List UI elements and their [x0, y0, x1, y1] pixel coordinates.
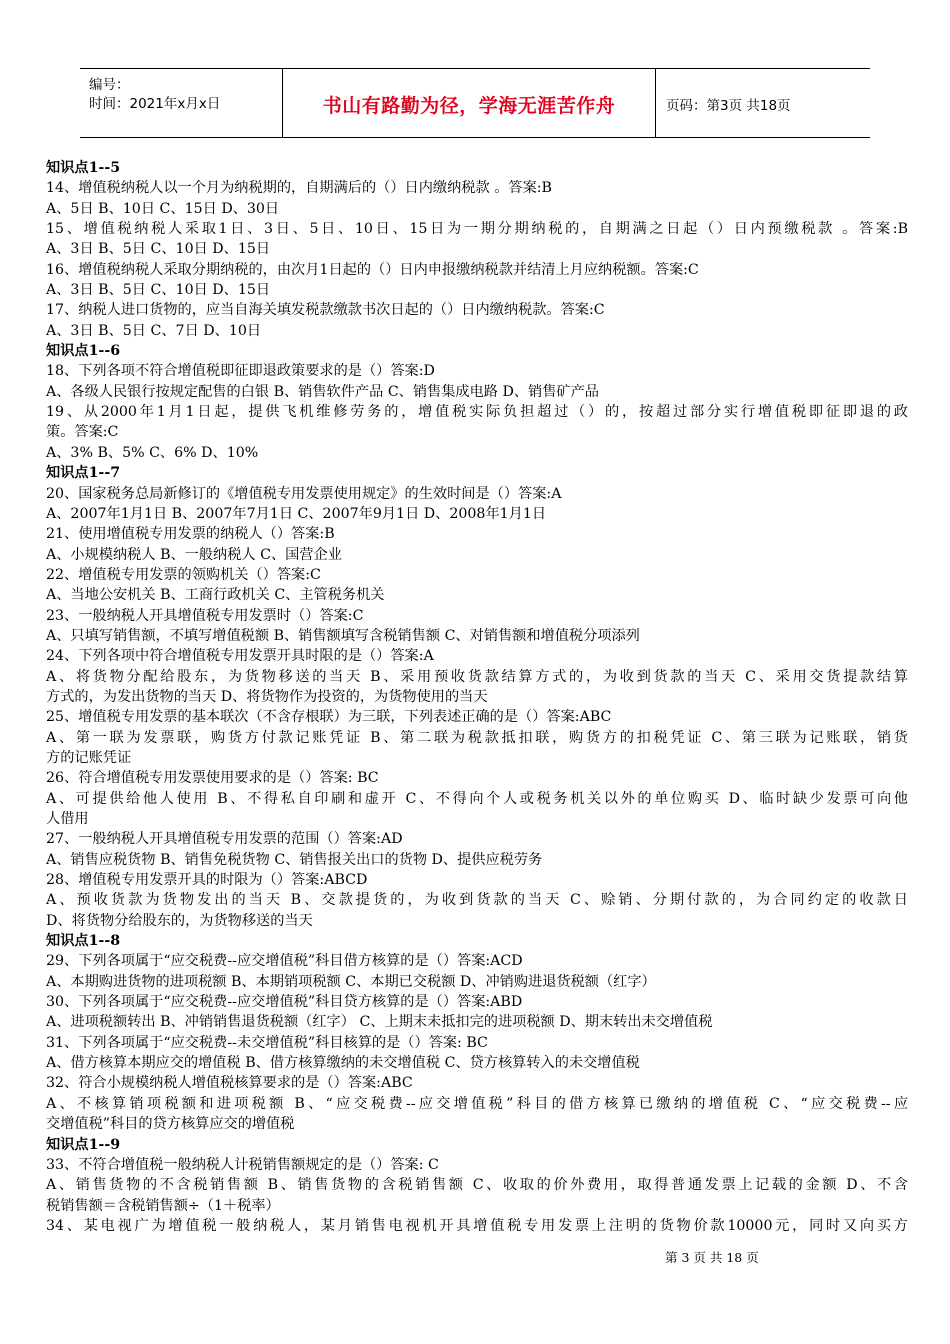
header-page-cell	[656, 69, 870, 137]
text-line: 19、从2000年1月1日起，提供飞机维修劳务的，增值税实际负担超过（）的，按超过部分实行增值税即征即退的政	[46, 404, 908, 421]
section-heading: 知识点1--9	[46, 1136, 121, 1153]
text-line: A、本期购进货物的进项税额 B、本期销项税额 C、本期已交税额 D、冲销购进退货税额（红字）	[46, 973, 656, 990]
text-line: 25、增值税专用发票的基本联次（不含存根联）为三联，下列表述正确的是（）答案:ABC	[46, 709, 612, 726]
text-line: 32、符合小规模纳税人增值税核算要求的是（）答案:ABC	[46, 1075, 413, 1092]
text-line: A、不核算销项税额和进项税额 B、“应交税费--应交增值税”科目的借方核算已缴纳的增值税 C、“应交税费--应	[46, 1095, 908, 1112]
text-line: A、2007年1月1日 B、2007年7月1日 C、2007年9月1日 D、2008年1月1日	[46, 505, 547, 522]
text-line: A、预收货款为货物发出的当天 B、交款提货的，为收到货款的当天 C、赊销、分期付款的，为合同约定的收款日	[46, 892, 908, 909]
text-line: 33、不符合增值税一般纳税人计税销售额规定的是（）答案: C	[46, 1156, 439, 1173]
document-time-label: 时间：2021年x月x日	[89, 96, 221, 112]
text-line: A、小规模纳税人 B、一般纳税人 C、国营企业	[46, 546, 342, 563]
page-header	[80, 68, 870, 138]
text-line: A、3日 B、5日 C、7日 D、10日	[46, 322, 262, 339]
text-line: 23、一般纳税人开具增值税专用发票时（）答案:C	[46, 607, 364, 624]
text-line: A、3日 B、5日 C、10日 D、15日	[46, 241, 271, 258]
text-line: 税销售额＝含税销售额÷（1＋税率）	[46, 1197, 280, 1214]
text-line: A、进项税额转出 B、冲销销售退货税额（红字） C、上期末未抵扣完的进项税额 D、期末转出未交增值税	[46, 1014, 713, 1031]
text-line: D、将货物分给股东的，为货物移送的当天	[46, 912, 313, 929]
text-line: A、各级人民银行按规定配售的白银 B、销售软件产品 C、销售集成电路 D、销售矿产品	[46, 383, 599, 400]
text-line: A、3% B、5% C、6% D、10%	[46, 444, 259, 461]
text-line: 21、使用增值税专用发票的纳税人（）答案:B	[46, 526, 335, 543]
text-line: 18、下列各项不符合增值税即征即退政策要求的是（）答案:D	[46, 363, 435, 380]
text-line: 22、增值税专用发票的领购机关（）答案:C	[46, 566, 321, 583]
text-line: 28、增值税专用发票开具的时限为（）答案:ABCD	[46, 872, 368, 889]
text-line: 交增值税”科目的贷方核算应交的增值税	[46, 1116, 295, 1133]
document-body	[46, 158, 908, 1236]
text-line: A、第一联为发票联，购货方付款记账凭证 B、第二联为税款抵扣联，购货方的扣税凭证 C、第三联为记账联，销货	[46, 729, 908, 746]
text-line: 34、某电视广为增值税一般纳税人，某月销售电视机开具增值税专用发票上注明的货物价款10000元，同时又向买方	[46, 1217, 908, 1234]
text-line: 27、一般纳税人开具增值税专用发票的范围（）答案:AD	[46, 831, 403, 848]
text-line: 方的记账凭证	[46, 749, 132, 766]
document-number-label: 编号：	[89, 77, 130, 93]
header-motto-cell	[283, 69, 656, 137]
text-line: 24、下列各项中符合增值税专用发票开具时限的是（）答案:A	[46, 648, 434, 665]
text-line: A、销售应税货物 B、销售免税货物 C、销售报关出口的货物 D、提供应税劳务	[46, 851, 543, 868]
text-line: 15、增值税纳税人采取1日、3日、5日、10日、15日为一期分期纳税的，自期满之日起（）日内预缴税款 。答案:B	[46, 221, 908, 238]
text-line: 策。答案:C	[46, 424, 119, 441]
header-meta-cell	[80, 69, 283, 137]
text-line: 29、下列各项属于“应交税费--应交增值税”科目借方核算的是（）答案:ACD	[46, 953, 523, 970]
text-line: 31、下列各项属于“应交税费--未交增值税”科目核算的是（）答案: BC	[46, 1034, 488, 1051]
section-heading: 知识点1--7	[46, 465, 121, 482]
text-line: 17、纳税人进口货物的，应当自海关填发税款缴款书次日起的（）日内缴纳税款。答案:C	[46, 302, 605, 319]
text-line: A、3日 B、5日 C、10日 D、15日	[46, 282, 271, 299]
text-line: 人借用	[46, 811, 89, 827]
text-line: A、5日 B、10日 C、15日 D、30日	[46, 200, 280, 217]
section-heading: 知识点1--6	[46, 343, 121, 360]
page-footer: 第 3 页 共 18 页	[665, 1250, 759, 1265]
text-line: 14、增值税纳税人以一个月为纳税期的，自期满后的（）日内缴纳税款 。答案:B	[46, 180, 552, 197]
text-line: A、可提供给他人使用 B、不得私自印刷和虚开 C、不得向个人或税务机关以外的单位购买 D、临时缺少发票可向他	[46, 790, 908, 807]
text-line: 30、下列各项属于“应交税费--应交增值税”科目贷方核算的是（）答案:ABD	[46, 994, 523, 1011]
text-line: 16、增值税纳税人采取分期纳税的，由次月1日起的（）日内申报缴纳税款并结清上月应纳税额。答案:C	[46, 261, 699, 278]
header-motto: 书山有路勤为径，学海无涯苦作舟	[322, 95, 616, 117]
text-line: A、销售货物的不含税销售额 B、销售货物的含税销售额 C、收取的价外费用，取得普通发票上记载的金额 D、不含	[46, 1177, 908, 1194]
text-line: A、将货物分配给股东，为货物移送的当天 B、采用预收货款结算方式的，为收到货款的当天 C、采用交货提款结算	[46, 668, 908, 685]
text-line: 20、国家税务总局新修订的《增值税专用发票使用规定》的生效时间是（）答案:A	[46, 485, 562, 502]
section-heading: 知识点1--8	[46, 933, 121, 950]
text-line: A、只填写销售额，不填写增值税额 B、销售额填写含税销售额 C、对销售额和增值税分项添列	[46, 627, 640, 644]
header-page-info: 页码：第3页 共18页	[666, 98, 791, 114]
text-line: A、借方核算本期应交的增值税 B、借方核算缴纳的未交增值税 C、贷方核算转入的未交增值税	[46, 1055, 640, 1072]
text-line: A、当地公安机关 B、工商行政机关 C、主管税务机关	[46, 587, 385, 604]
section-heading: 知识点1--5	[46, 160, 121, 176]
text-line: 方式的，为发出货物的当天 D、将货物作为投资的，为货物使用的当天	[46, 688, 488, 705]
text-line: 26、符合增值税专用发票使用要求的是（）答案: BC	[46, 770, 379, 787]
